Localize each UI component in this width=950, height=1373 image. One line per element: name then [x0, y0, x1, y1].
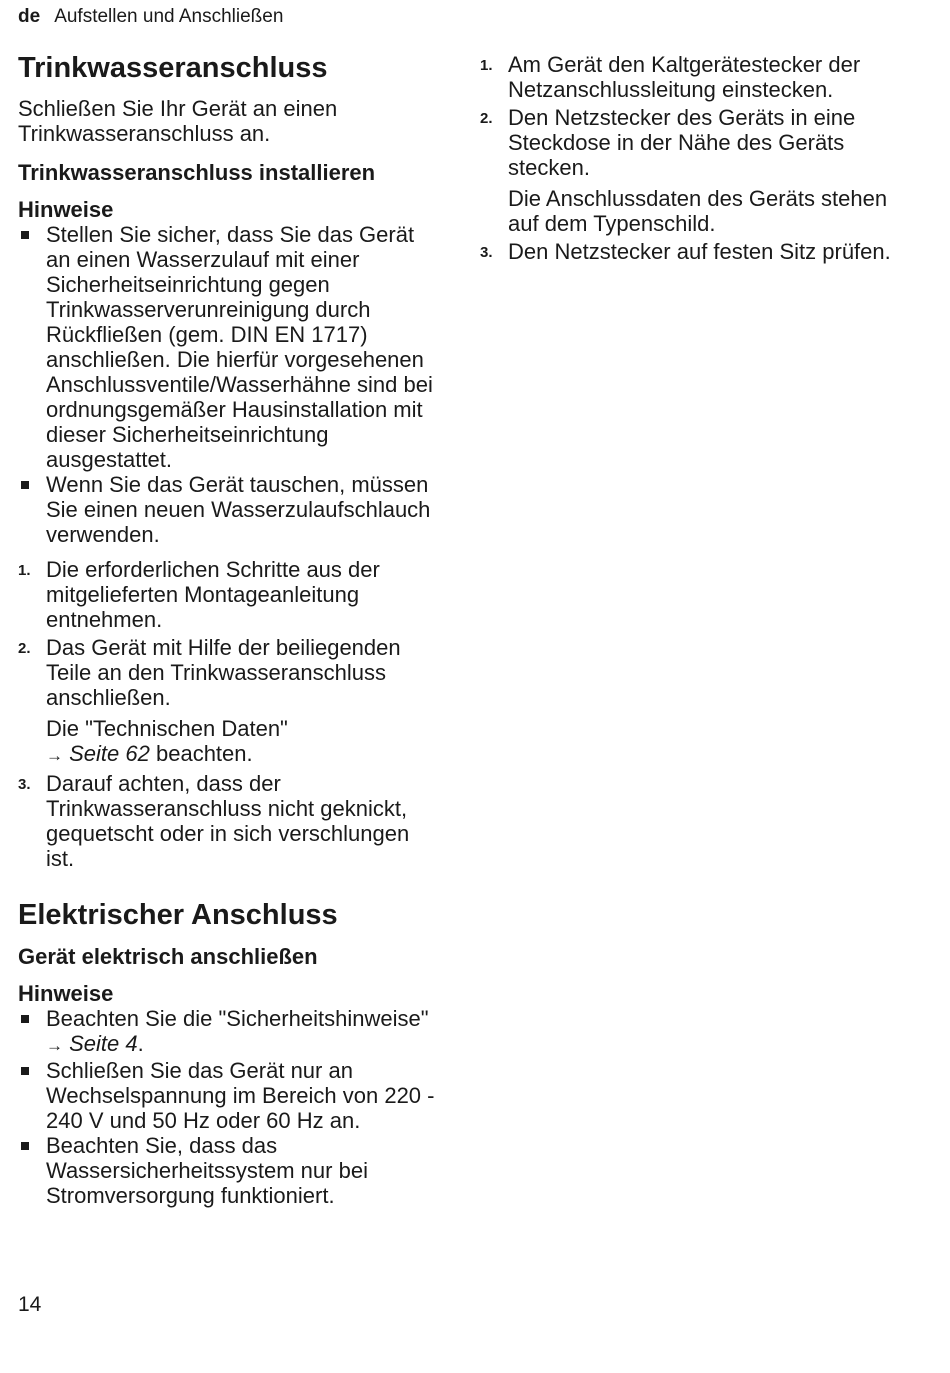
step-number: 3.: [480, 244, 493, 261]
electrical-connection-title: Elektrischer Anschluss: [18, 899, 338, 932]
step-item: [480, 52, 910, 102]
arrow-right-icon: →: [46, 1035, 63, 1055]
note-suffix: beachten.: [155, 741, 253, 767]
left-column: [18, 50, 443, 1208]
bullet-square-icon: [21, 481, 29, 489]
note-text: Beachten Sie die "Sicherheitshinweise": [46, 1005, 429, 1031]
list-item: [18, 472, 443, 547]
step-item: [18, 557, 443, 632]
step-item: [480, 239, 910, 264]
page-header: [18, 6, 283, 28]
step-item: [18, 635, 443, 768]
list-item: [18, 222, 443, 472]
bullet-square-icon: [21, 1015, 29, 1023]
arrow-right-icon: →: [46, 746, 63, 766]
list-item: [18, 1133, 443, 1208]
step-text: Den Netzstecker des Geräts in eine Steckdose in der Nähe des Geräts stecken.: [508, 105, 856, 180]
step-number: 2.: [480, 110, 493, 127]
step-number: 3.: [18, 776, 31, 794]
water-connection-title: Trinkwasseranschluss: [18, 52, 328, 84]
water-steps-list: [18, 557, 443, 871]
page-reference-link[interactable]: Seite 4: [69, 1030, 138, 1056]
step-text: Das Gerät mit Hilfe der beiliegenden Teile an den Trinkwasseranschluss anschließen.: [46, 635, 401, 711]
step-text: Die erforderlichen Schritte aus der mitgelieferten Montageanleitung entnehmen.: [46, 557, 380, 633]
note-prefix: Die "Technischen Daten": [46, 716, 288, 742]
page-reference-link[interactable]: Seite 62: [69, 741, 150, 767]
step-number: 1.: [18, 562, 31, 580]
step-item: [480, 105, 910, 236]
bullet-square-icon: [21, 1067, 29, 1075]
note-text: Schließen Sie das Gerät nur an Wechselspannung im Bereich von 220 - 240 V und 50 Hz oder 60 Hz an.: [46, 1057, 435, 1133]
water-connection-intro: Schließen Sie Ihr Gerät an einen Trinkwasseranschluss an.: [18, 96, 338, 147]
language-code: de: [18, 6, 41, 27]
electrical-notes-list: [18, 1006, 443, 1208]
bullet-square-icon: [21, 1142, 29, 1150]
step-text: Darauf achten, dass der Trinkwasseranschluss nicht geknickt, gequetscht oder in sich verschlungen ist.: [46, 771, 410, 872]
step-note: [46, 716, 443, 768]
page-number: 14: [18, 1293, 42, 1316]
step-number: 1.: [480, 57, 493, 74]
right-column: [480, 52, 910, 267]
note-text: Stellen Sie sicher, dass Sie das Gerät an einen Wasserzulauf mit einer Sicherheitseinrichtung gegen Trinkwasserverunreinigung durch Rückfließen (gem. DIN EN 1717) anschließen. Die hierfür vorgesehenen Anschlussventile/Wasserhähne sind bei ordnungsgemäßer Hausinstallation mit dieser Sicherheitseinrichtung ausgestattet.: [46, 222, 433, 473]
bullet-square-icon: [21, 231, 29, 239]
water-notes-label: Hinweise: [18, 197, 114, 223]
electrical-notes-label: Hinweise: [18, 980, 114, 1006]
water-notes-list: [18, 222, 443, 547]
step-note: Die Anschlussdaten des Geräts stehen auf dem Typenschild.: [508, 186, 888, 236]
list-item: [18, 1006, 443, 1058]
list-item: [18, 1058, 443, 1133]
electrical-subtitle: Gerät elektrisch anschließen: [18, 943, 318, 969]
note-text: Wenn Sie das Gerät tauschen, müssen Sie einen neuen Wasserzulaufschlauch verwenden.: [46, 472, 431, 548]
step-text: Am Gerät den Kaltgerätestecker der Netzanschlussleitung einstecken.: [508, 52, 861, 102]
note-suffix: .: [137, 1030, 144, 1056]
section-title: Aufstellen und Anschließen: [54, 6, 284, 27]
step-text: Den Netzstecker auf festen Sitz prüfen.: [508, 239, 891, 264]
water-install-subtitle: Trinkwasseranschluss installieren: [18, 160, 376, 186]
step-item: [18, 771, 443, 871]
step-number: 2.: [18, 640, 31, 658]
electrical-steps-list: [480, 52, 910, 264]
note-text: Beachten Sie, dass das Wassersicherheitssystem nur bei Stromversorgung funktioniert.: [46, 1132, 368, 1208]
